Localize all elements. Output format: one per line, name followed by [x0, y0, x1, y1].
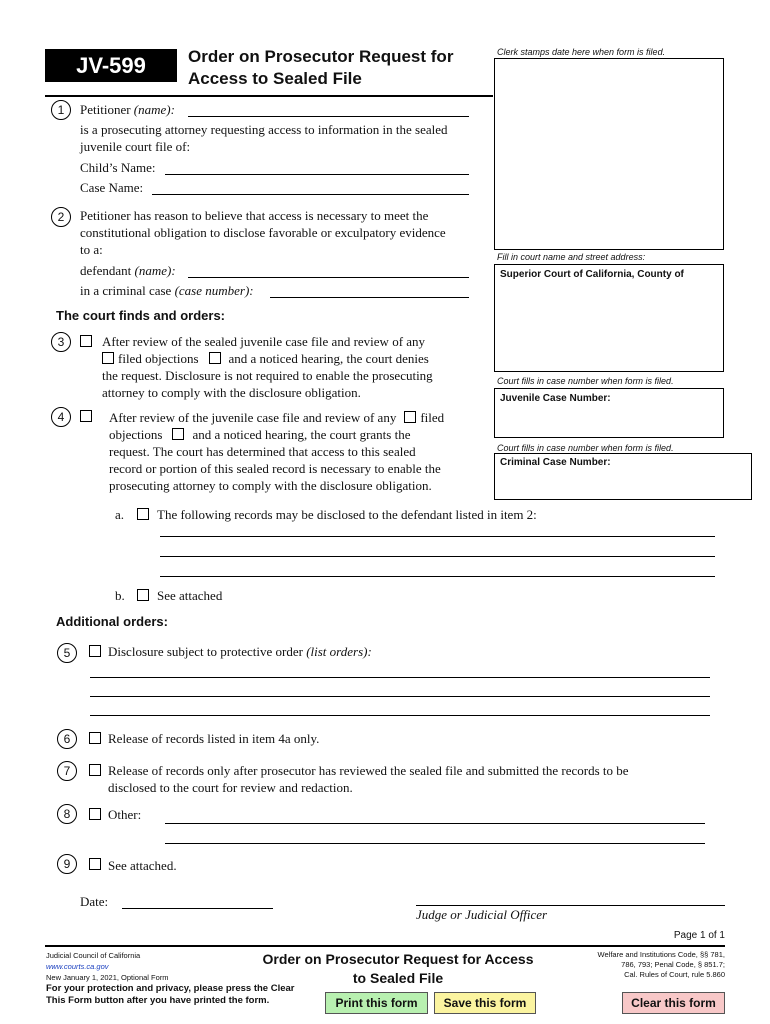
item7-text-line1: Release of records only after prosecutor has reviewed the sealed file and submitted the records to be	[108, 763, 629, 778]
item-number-6: 6	[57, 729, 77, 749]
item4b-checkbox[interactable]	[137, 589, 149, 601]
judge-label-text: Judge or Judicial Officer	[416, 907, 548, 922]
criminal-case-number-field[interactable]	[270, 297, 469, 298]
item-number-1: 1	[51, 100, 71, 120]
item5-orders-line1[interactable]	[90, 677, 710, 678]
item3-checkbox[interactable]	[80, 335, 92, 347]
child-name-label: Child’s Name:	[80, 160, 156, 175]
item8-text: Other:	[108, 807, 142, 822]
footer-council-block	[46, 950, 169, 983]
item4-noticed-hearing-label: and a noticed hearing, the court grants the	[192, 427, 411, 442]
item5-checkbox[interactable]	[89, 645, 101, 657]
item5-hint: (list orders):	[306, 644, 372, 659]
item3-noticed-hearing-checkbox[interactable]	[209, 352, 221, 364]
item-number-7: 7	[57, 761, 77, 781]
footer-legal-line1: Welfare and Institutions Code, §§ 781,	[597, 950, 725, 959]
footer-legal-line3: Cal. Rules of Court, rule 5.860	[624, 970, 725, 979]
item1-petitioner-label: Petitioner	[80, 102, 131, 117]
print-button[interactable]: Print this form	[325, 992, 428, 1014]
criminal-case-text	[80, 282, 254, 299]
item4-objections-label: objections	[109, 427, 163, 442]
item4b-text: See attached	[157, 588, 223, 603]
item4-checkbox[interactable]	[80, 410, 92, 422]
item8-other-line2[interactable]	[165, 843, 705, 844]
item3-noticed-hearing-label: and a noticed hearing, the court denies	[228, 351, 429, 366]
clear-button[interactable]: Clear this form	[622, 992, 725, 1014]
juvenile-case-label: Juvenile Case Number:	[500, 393, 611, 404]
findings-heading: The court finds and orders:	[56, 308, 226, 323]
item1-text	[80, 121, 448, 155]
item8-checkbox[interactable]	[89, 808, 101, 820]
item6-checkbox[interactable]	[89, 732, 101, 744]
item4-filed-label: filed	[420, 410, 445, 425]
criminal-case-box[interactable]	[494, 453, 752, 500]
item1-petitioner	[80, 101, 175, 118]
child-name-field[interactable]	[165, 174, 469, 175]
item3-filed-objections-label: filed objections	[118, 351, 199, 366]
footer-legal-line2: 786, 793; Penal Code, § 851.7;	[621, 960, 725, 969]
item2-text	[80, 207, 446, 258]
item9-checkbox[interactable]	[89, 858, 101, 870]
item5-text	[108, 643, 372, 660]
item1-name-hint: (name):	[133, 102, 175, 117]
footer-council: Judicial Council of California	[46, 951, 141, 960]
page-info: Page 1 of 1	[673, 930, 725, 941]
form-title-line2: Access to Sealed File	[188, 69, 362, 88]
item4a-checkbox[interactable]	[137, 508, 149, 520]
juvenile-case-box[interactable]	[494, 388, 724, 438]
item4-text-line1	[109, 409, 444, 426]
item7-checkbox[interactable]	[89, 764, 101, 776]
item1-text-line2: juvenile court file of:	[80, 139, 191, 154]
footer-website[interactable]: www.courts.ca.gov	[46, 962, 109, 971]
privacy-note-line1: For your protection and privacy, please press the Clear	[46, 983, 295, 994]
item3-filed-objections-checkbox[interactable]	[102, 352, 114, 364]
item-number-4: 4	[51, 407, 71, 427]
footer-title-line1: Order on Prosecutor Request for Access	[262, 951, 534, 967]
item5-orders-line2[interactable]	[90, 696, 710, 697]
item4-text1: After review of the juvenile case file and review of any	[109, 410, 397, 425]
item2-text-line2: constitutional obligation to disclose favorable or exculpatory evidence	[80, 225, 446, 240]
item4-text-line4: record or portion of this sealed record is necessary to enable the	[109, 461, 441, 476]
criminal-case-label: Criminal Case Number:	[500, 457, 611, 468]
privacy-note-line2: This Form button after you have printed the form.	[46, 995, 270, 1006]
judge-label	[416, 906, 547, 923]
criminal-note: Court fills in case number when form is filed.	[497, 443, 674, 453]
date-field[interactable]	[122, 908, 273, 909]
item3-text-line4: attorney to comply with the disclosure obligation.	[102, 385, 361, 400]
item3-text-line3: the request. Disclosure is not required to enable the prosecuting	[102, 368, 433, 383]
footer-revised: New January 1, 2021, Optional Form	[46, 973, 169, 982]
item4-filed-checkbox[interactable]	[404, 411, 416, 423]
defendant-word: defendant	[80, 263, 132, 278]
form-title-line1: Order on Prosecutor Request for	[188, 47, 454, 66]
form-id-badge: JV-599	[45, 49, 177, 82]
item6-text: Release of records listed in item 4a only.	[108, 731, 320, 746]
item-number-2: 2	[51, 207, 71, 227]
defendant-label	[80, 262, 176, 279]
item4-text-line2	[109, 426, 444, 443]
item-number-5: 5	[57, 643, 77, 663]
save-button[interactable]: Save this form	[434, 992, 536, 1014]
item4a-records-line2[interactable]	[160, 556, 715, 557]
item7-text	[108, 762, 629, 796]
item9-text: See attached.	[108, 858, 177, 873]
date-label: Date:	[80, 894, 109, 909]
item-number-9: 9	[57, 854, 77, 874]
item3-text-line2	[102, 350, 433, 367]
criminal-case-hint: (case number):	[174, 283, 254, 298]
form-title	[188, 46, 453, 90]
header-rule	[45, 95, 493, 97]
item7-text-line2: disclosed to the court for review and redaction.	[108, 780, 353, 795]
item4-text-line3: request. The court has determined that access to this sealed	[109, 444, 416, 459]
item2-text-line3: to a:	[80, 242, 103, 257]
item4a-records-line3[interactable]	[160, 576, 715, 577]
petitioner-name-field[interactable]	[188, 116, 469, 117]
criminal-case-words: in a criminal case	[80, 283, 172, 298]
court-label: Fill in court name and street address:	[497, 252, 646, 262]
item4a-text: The following records may be disclosed to the defendant listed in item 2:	[157, 507, 537, 522]
footer-title-line2: to Sealed File	[352, 970, 444, 986]
item-number-8: 8	[57, 804, 77, 824]
defendant-name-field[interactable]	[188, 277, 469, 278]
item3-text-line1: After review of the sealed juvenile case file and review of any	[102, 334, 426, 349]
privacy-note	[46, 983, 294, 1007]
item3-text	[102, 333, 433, 401]
footer-legal	[570, 950, 725, 980]
item4-text-line5: prosecuting attorney to comply with the disclosure obligation.	[109, 478, 432, 493]
item4a-label: a.	[115, 507, 125, 522]
juvenile-note: Court fills in case number when form is filed.	[497, 376, 674, 386]
item4b-label: b.	[115, 588, 125, 603]
case-name-label: Case Name:	[80, 180, 144, 195]
additional-heading: Additional orders:	[56, 614, 168, 629]
footer-rule	[45, 945, 725, 947]
defendant-name-hint: (name):	[134, 263, 176, 278]
item5-label: Disclosure subject to protective order	[108, 644, 303, 659]
clerk-stamp-label: Clerk stamps date here when form is filed.	[497, 47, 666, 57]
item5-orders-line3[interactable]	[90, 715, 710, 716]
item4-noticed-hearing-checkbox[interactable]	[172, 428, 184, 440]
item4-text	[109, 409, 444, 494]
item1-text-line1: is a prosecuting attorney requesting access to information in the sealed	[80, 122, 448, 137]
court-box[interactable]	[494, 264, 724, 372]
item4a-records-line1[interactable]	[160, 536, 715, 537]
court-name: Superior Court of California, County of	[500, 269, 684, 280]
case-name-field[interactable]	[152, 194, 469, 195]
item8-other-line1[interactable]	[165, 823, 705, 824]
item2-text-line1: Petitioner has reason to believe that access is necessary to meet the	[80, 208, 429, 223]
clerk-stamp-box	[494, 58, 724, 250]
item-number-3: 3	[51, 332, 71, 352]
